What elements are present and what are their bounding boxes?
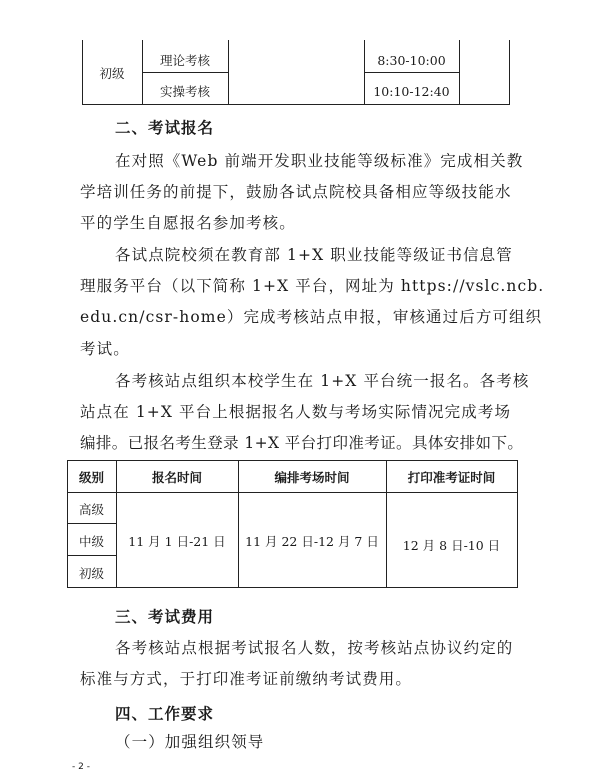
section-2-para2-line2: 理服务平台（以下简称 1+X 平台，网址为 https://vslc.ncb. (80, 277, 545, 295)
top-table-subject-practice: 实操考核 (159, 84, 210, 99)
section-2-para2-line1: 各试点院校须在教育部 1+X 职业技能等级证书信息管 (115, 246, 513, 264)
schedule-header-printing: 打印准考证时间 (407, 470, 496, 485)
section-2-para2-line3: edu.cn/csr-home）完成考核站点申报，审核通过后方可组织 (80, 308, 543, 326)
schedule-header-registration: 报名时间 (151, 470, 202, 485)
top-table-time-theory: 8:30-10:00 (377, 53, 446, 68)
section-2-para1-line2: 学培训任务的前提下，鼓励各试点院校具备相应等级技能水 (80, 183, 512, 201)
schedule-registration-time: 11 月 1 日-21 日 (128, 534, 226, 549)
section-2-para2-line4: 考试。 (80, 340, 130, 358)
top-table-level: 初级 (99, 66, 125, 81)
schedule-level-basic: 初级 (78, 566, 104, 581)
section-2-para3-line1: 各考核站点组织本校学生在 1+X 平台统一报名。各考核 (115, 372, 530, 390)
schedule-header-arrangement: 编排考场时间 (274, 470, 350, 485)
schedule-level-advanced: 高级 (78, 502, 104, 517)
schedule-printing-time: 12 月 8 日-10 日 (402, 538, 501, 553)
section-2-para3-line2: 站点在 1+X 平台上根据报名人数与考场实际情况完成考场 (80, 403, 512, 421)
schedule-arrangement-time: 11 月 22 日-12 月 7 日 (245, 534, 379, 549)
section-3-para-line2: 标准与方式，于打印准考证前缴纳考试费用。 (80, 670, 413, 688)
schedule-header-level: 级别 (78, 470, 104, 485)
section-2-heading: 二、考试报名 (115, 119, 215, 137)
top-table-time-practice: 10:10-12:40 (373, 84, 450, 99)
section-2-para1-line3: 平的学生自愿报名参加考核。 (80, 214, 296, 232)
section-3-heading: 三、考试费用 (115, 608, 215, 626)
schedule-level-intermediate: 中级 (78, 534, 104, 549)
page-number: - 2 - (72, 762, 90, 772)
section-3-para-line1: 各考核站点根据考试报名人数，按考核站点协议约定的 (115, 639, 514, 657)
top-table-subject-theory: 理论考核 (159, 53, 210, 68)
section-2-para1-line1: 在对照《Web 前端开发职业技能等级标准》完成相关教 (115, 152, 524, 170)
section-4-heading: 四、工作要求 (115, 705, 215, 723)
section-2-para3-line3: 编排。已报名考生登录 1+X 平台打印准考证。具体安排如下。 (80, 434, 524, 452)
section-4-sub1: （一）加强组织领导 (115, 733, 265, 751)
